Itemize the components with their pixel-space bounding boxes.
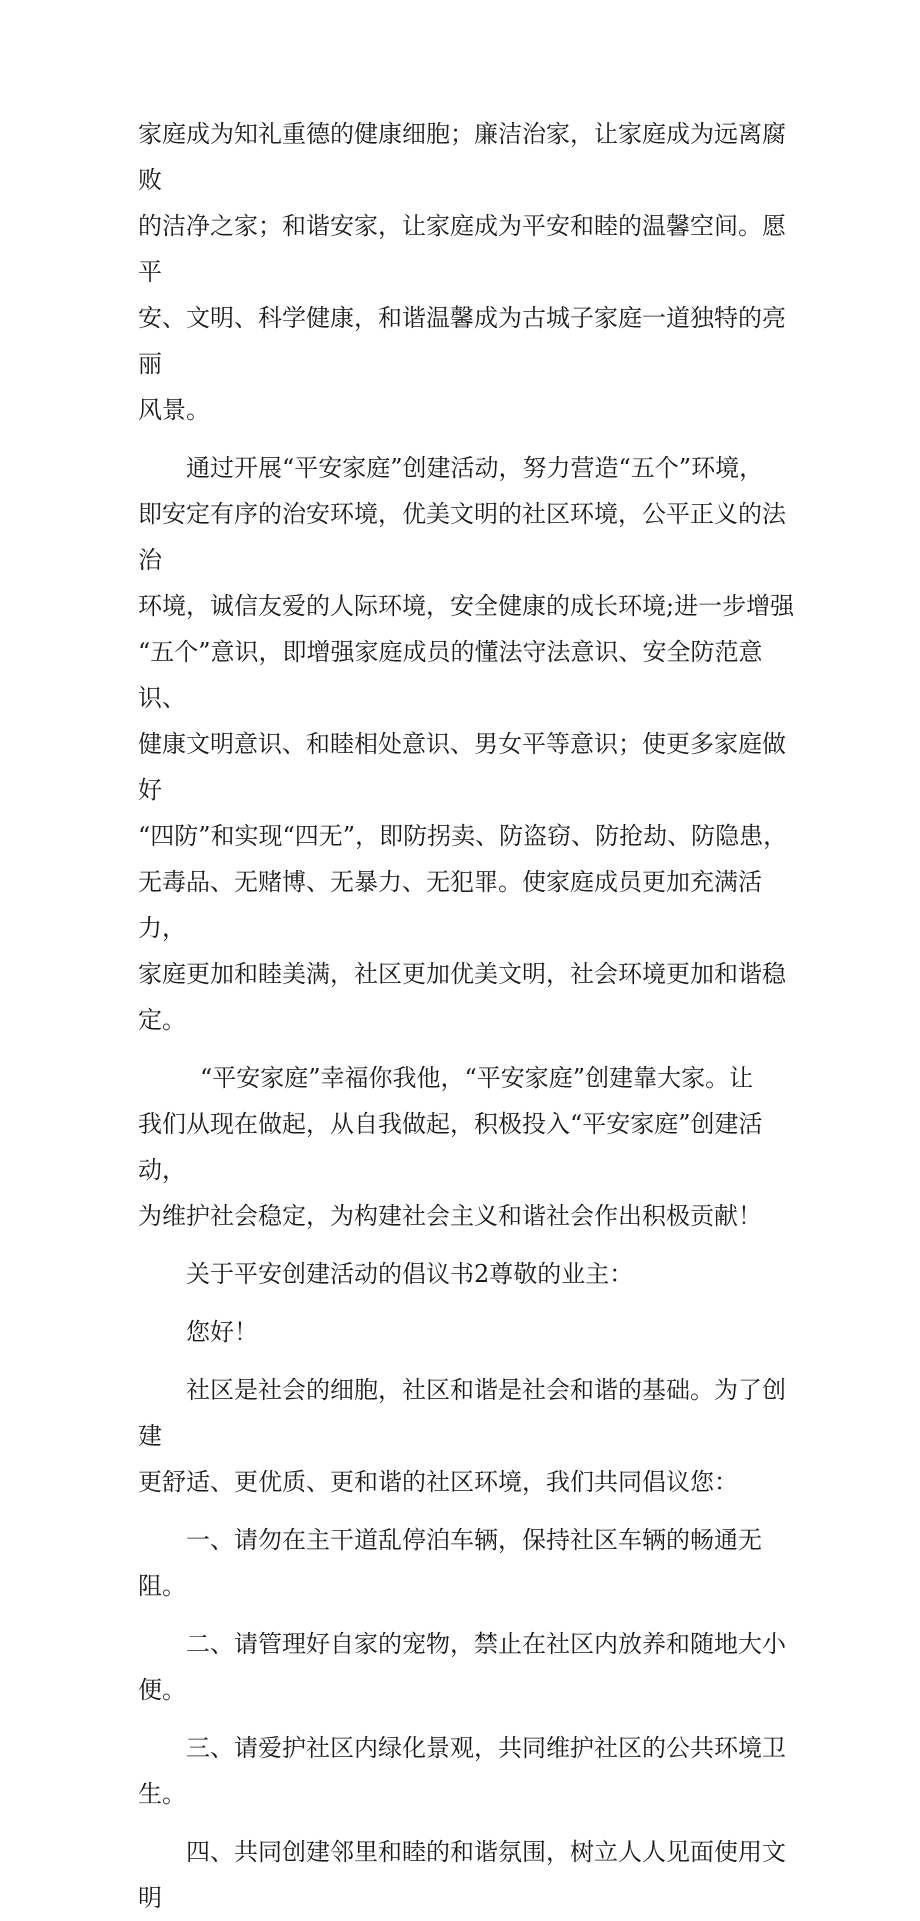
paragraph-3-line-3: 为维护社会稳定，为构建社会主义和谐社会作出积极贡献！ xyxy=(138,1202,762,1230)
document-body xyxy=(138,111,798,1921)
proposal-heading: 关于平安创建活动的倡议书2尊敬的业主： xyxy=(186,1260,634,1288)
paragraph-1-line-4: 风景。 xyxy=(138,396,210,424)
paragraph-6-line-1: 社区是社会的细胞，社区和谐是社会和谐的基础。为了创建 xyxy=(138,1376,786,1450)
greeting: 您好！ xyxy=(186,1318,258,1346)
paragraph-6-line-2: 更舒适、更优质、更和谐的社区环境，我们共同倡议您： xyxy=(138,1468,738,1496)
item-4: 四、共同创建邻里和睦的和谐氛围，树立人人见面使用文明 xyxy=(138,1838,786,1912)
paragraph-3-line-1: “平安家庭”幸福你我他，“平安家庭”创建靠大家。让 xyxy=(200,1064,754,1092)
paragraph-3-line-2: 我们从现在做起，从自我做起，积极投入“平安家庭”创建活动， xyxy=(138,1110,763,1184)
paragraph-2-line-8: 家庭更加和睦美满，社区更加优美文明，社会环境更加和谐稳定。 xyxy=(138,960,786,1034)
item-2: 二、请管理好自家的宠物，禁止在社区内放养和随地大小便。 xyxy=(138,1630,786,1704)
paragraph-1-line-2: 的洁净之家；和谐安家，让家庭成为平安和睦的温馨空间。愿平 xyxy=(138,212,786,286)
item-1-line-1: 一、请勿在主干道乱停泊车辆，保持社区车辆的畅通无 xyxy=(186,1526,762,1554)
paragraph-2-line-7: 无毒品、无赌博、无暴力、无犯罪。使家庭成员更加充满活力， xyxy=(138,868,762,942)
paragraph-2-line-1: 通过开展“平安家庭”创建活动，努力营造“五个”环境， xyxy=(186,454,764,482)
paragraph-2-line-2: 即安定有序的治安环境，优美文明的社区环境，公平正义的法治 xyxy=(138,500,786,574)
item-1-line-2: 阻。 xyxy=(138,1572,186,1600)
item-3: 三、请爱护社区内绿化景观，共同维护社区的公共环境卫生。 xyxy=(138,1734,786,1808)
paragraph-2-line-5: 健康文明意识、和睦相处意识、男女平等意识；使更多家庭做好 xyxy=(138,730,786,804)
paragraph-1-line-3: 安、文明、科学健康，和谐温馨成为古城子家庭一道独特的亮丽 xyxy=(138,304,786,378)
paragraph-2-line-6: “四防”和实现“四无”，即防拐卖、防盗窃、防抢劫、防隐患， xyxy=(138,822,788,850)
paragraph-2-line-3: 环境，诚信友爱的人际环境，安全健康的成长环境;进一步增强 xyxy=(138,592,795,620)
paragraph-2-line-4: “五个”意识，即增强家庭成员的懂法守法意识、安全防范意识、 xyxy=(138,638,763,712)
paragraph-1-line-1: 家庭成为知礼重德的健康细胞；廉洁治家，让家庭成为远离腐败 xyxy=(138,120,786,194)
